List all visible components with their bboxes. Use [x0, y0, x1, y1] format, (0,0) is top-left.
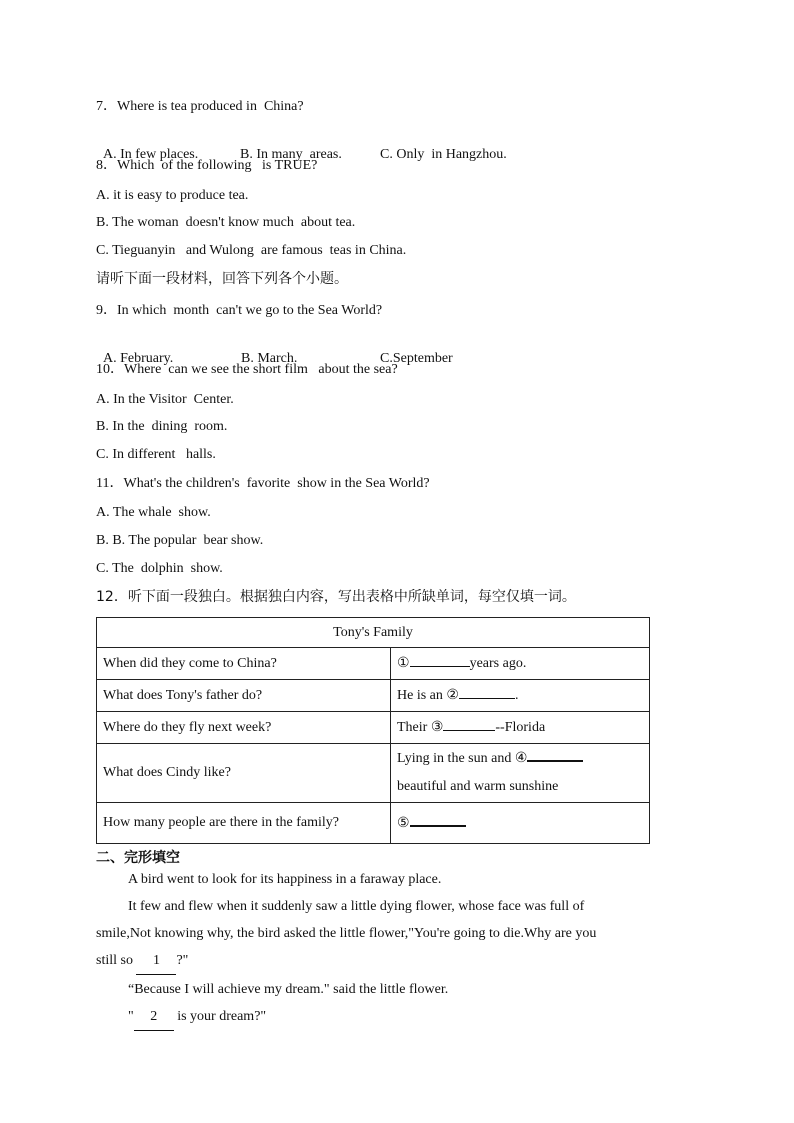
option-a: A. February.: [103, 351, 174, 366]
tonys-family-table: [96, 617, 650, 844]
table-answer: He is an ② .: [391, 680, 650, 712]
table-answer: ⑤: [391, 803, 650, 844]
table-row: [97, 680, 650, 712]
question-11-option-c: C. The dolphin show.: [96, 561, 223, 576]
table-answer: ① years ago.: [391, 648, 650, 680]
cloze-blank-2[interactable]: 2: [134, 1003, 174, 1031]
table-answer: Lying in the sun and ④ beautiful and warm sunshine: [391, 744, 650, 803]
table-question: How many people are there in the family?: [97, 803, 391, 844]
table-row: [97, 744, 650, 803]
answer-blank-5[interactable]: [410, 825, 466, 827]
cloze-paragraph-1: A bird went to look for its happiness in a faraway place.: [128, 872, 442, 887]
question-7: 7．Where is tea produced in China?: [96, 99, 304, 114]
cloze-paragraph-2: It few and flew when it suddenly saw a little dying flower, whose face was full of smile,Not knowing why, the bird asked the little flower,"You're going to die.Why are you still so 1 ?": [96, 893, 672, 975]
table-question: When did they come to China?: [97, 648, 391, 680]
table-row: [97, 648, 650, 680]
cloze-blank-1[interactable]: 1: [136, 947, 176, 975]
option-b: B. In many areas.: [240, 147, 342, 162]
question-11: 11．What's the children's favorite show in the Sea World?: [96, 476, 430, 491]
table-answer: Their ③ --Florida: [391, 712, 650, 744]
question-10-option-c: C. In different halls.: [96, 447, 216, 462]
option-c: C. Only in Hangzhou.: [380, 147, 507, 162]
question-8-option-a: A. it is easy to produce tea.: [96, 188, 249, 203]
question-11-option-a: A. The whale show.: [96, 505, 211, 520]
answer-blank-2[interactable]: [459, 698, 515, 699]
option-b: B. March.: [241, 351, 298, 366]
question-8-option-c: C. Tieguanyin and Wulong are famous teas in China.: [96, 243, 407, 258]
option-c: C.September: [380, 351, 453, 366]
cloze-paragraph-4: " 2 is your dream?": [96, 1003, 672, 1031]
cloze-paragraph-3: “Because I will achieve my dream." said the little flower.: [128, 982, 449, 997]
question-12: 12．听下面一段独白。根据独白内容，写出表格中所缺单词，每空仅填一词。: [96, 589, 576, 605]
option-a: A. In few places.: [103, 147, 199, 162]
question-9: 9．In which month can't we go to the Sea World?: [96, 303, 383, 318]
question-10: 10．Where can we see the short film about the sea?: [96, 362, 398, 377]
question-8: 8．Which of the following is TRUE?: [96, 158, 318, 173]
question-8-option-b: B. The woman doesn't know much about tea.: [96, 215, 356, 230]
answer-blank-1[interactable]: [410, 666, 470, 667]
table-row: [97, 803, 650, 844]
table-title: Tony's Family: [97, 618, 650, 648]
answer-blank-4[interactable]: [527, 760, 583, 762]
question-11-option-b: B. B. The popular bear show.: [96, 533, 264, 548]
table-question: What does Tony's father do?: [97, 680, 391, 712]
question-10-option-b: B. In the dining room.: [96, 419, 228, 434]
answer-blank-3[interactable]: [443, 730, 495, 731]
listening-instruction: 请听下面一段材料，回答下列各个小题。: [96, 271, 348, 287]
section-title: 二、完形填空: [96, 850, 180, 866]
table-question: Where do they fly next week?: [97, 712, 391, 744]
table-row: [97, 712, 650, 744]
table-question: What does Cindy like?: [97, 744, 391, 803]
question-10-option-a: A. In the Visitor Center.: [96, 392, 234, 407]
